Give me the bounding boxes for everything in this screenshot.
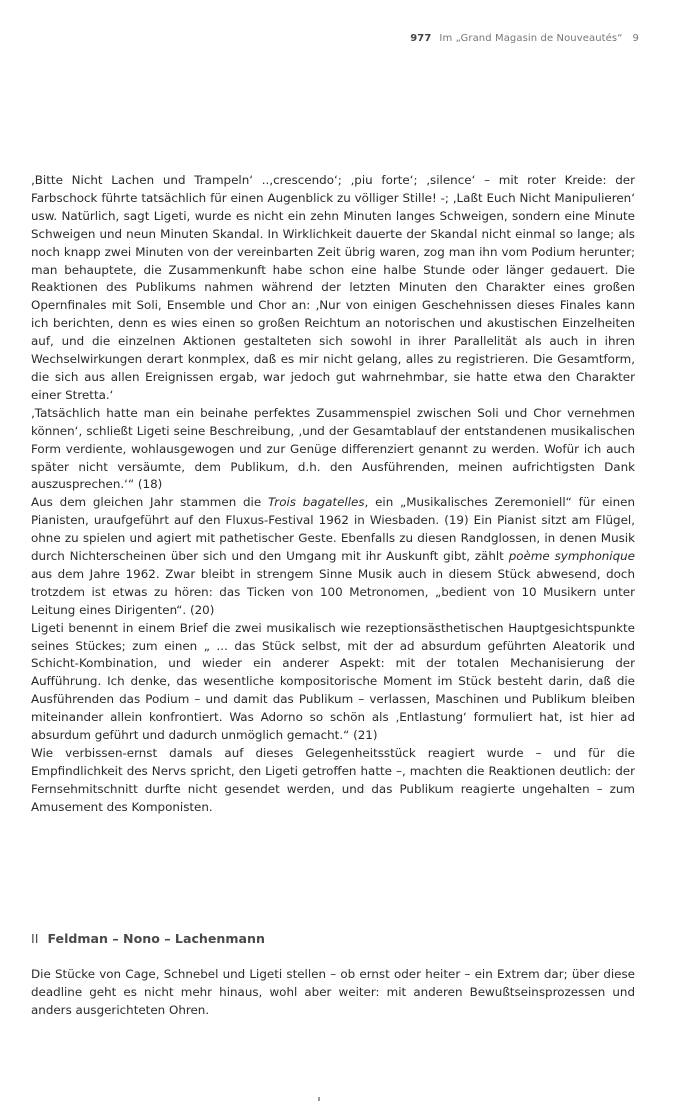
paragraph-deadline: Die Stücke von Cage, Schnebel und Ligeti stellen – ob ernst oder heiter – ein Extrem dar; über diese deadline geht es nicht mehr hinaus, wohl aber weiter: mit anderen Bewußtseinsprozessen und anders ausgerichteten Ohren. <box>31 967 635 1017</box>
paragraph-text: , ein „Musikalisches Zeremoniell“ für einen Pianisten, uraufgeführt auf den Fluxus-Festival 1962 in Wiesbaden. (19) Ein Pianist sitzt am Flügel, ohne zu spielen und agiert mit pathetischer Geste. Ebenfalls zu diesen Randglossen, in denen Musik durch Nichterscheinen über sich und den Umgang mit ihr Auskunft gibt, zählt <box>31 495 635 564</box>
chapter-number: 9 <box>632 33 639 44</box>
paragraph-quote-stretta: ‚Bitte Nicht Lachen und Trampeln‘ ..‚crescendo‘; ‚piu forte‘; ‚silence‘ – mit roter Kreide: der Farbschock führte tatsächlich für einen Augenblick zu völliger Stille! -; ‚Laßt Euch Nicht Manipulieren‘ usw. Natürlich, sagt Ligeti, wurde es nicht ein zehn Minuten langes Schweigen, sondern eine Minute Schweigen und neun Minuten Skandal. In Wirklichkeit dauerte der Skandal nicht einmal so lange; als noch knapp zwei Minuten von der vereinbarten Zeit übrig waren, zog man ihn vom Podium herunter; man behauptete, die Zusammenkunft habe schon eine halbe Stunde oder länger gedauert. Die Reaktionen des Publikums nahmen während der letzten Minuten den Charakter eines großen Opernfinales mit Soli, Ensemble und Chor an: ‚Nur von einigen Geschehnissen dieses Finales kann ich berichten, denn es wies einen so großen Reichtum an notorischen und akustischen Einzelheiten auf, und die einzelnen Aktionen gestalteten sich sowohl in ihrer Parallelität als auch in ihren Wechselwirkungen derart konmplex, daß es mir nicht gelang, alles zu registrieren. Die Gesamtform, die sich aus allen Ereignissen ergab, war jedoch gut wahrnehmbar, sie hatte etwa den Charakter einer Stretta.‘ <box>31 173 635 402</box>
body-text-top <box>31 172 635 817</box>
section-heading <box>31 931 265 946</box>
running-head-title: Im „Grand Magasin de Nouveautés“ <box>439 33 623 44</box>
running-head <box>410 33 639 44</box>
section-title: Feldman – Nono – Lachenmann <box>47 931 265 946</box>
page-number: 977 <box>410 33 432 44</box>
paragraph-text: aus dem Jahre 1962. Zwar bleibt in strengem Sinne Musik auch in diesem Stück abwesend, doch trotzdem ist etwas zu hören: das Ticken von 100 Metronomen, „bedient von 10 Musikern unter Leitung eines Dirigenten“. (20) <box>31 566 635 617</box>
paragraph-letter: Ligeti benennt in einem Brief die zwei musikalisch wie rezeptionsästhetischen Hauptgesichtspunkte seines Stückes; zum einen „ ... das Stück selbst, mit der ad absurdum geführten Aleatorik und Schicht-Kombination, und wieder ein anderer Aspekt: mit der totalen Mechanisierung der Aufführung. Ich denke, das wesentliche kompositorische Moment im Stück besteht darin, daß die Ausführenden das Podium – und damit das Publikum – verlassen, Maschinen und Publikum bleiben miteinander allein konfrontiert. Was Adorno so schön als ‚Entlastung‘ formuliert hat, ist hier ad absurdum geführt und dadurch unmöglich gemacht.“ (21) <box>31 620 635 743</box>
paragraph-text: Aus dem gleichen Jahr stammen die <box>31 495 268 510</box>
paragraph-quote-thanks: ‚Tatsächlich hatte man ein beinahe perfektes Zusammenspiel zwischen Soli und Chor vernehmen können‘, schließt Ligeti seine Beschreibung, ‚und der Gesamtablauf der entstandenen musikalischen Form verdiente, wohlausgewogen und zur Genüge differenziert genannt zu werden. Wofür ich auch später nicht versäumte, dem Publikum, d.h. den Ausführenden, meinen aufrichtigsten Dank auszusprechen.‘“ (18) <box>31 405 635 492</box>
work-title-trois-bagatelles: Trois bagatelles <box>267 495 365 510</box>
paragraph-bagatelles <box>31 494 635 619</box>
body-text-bottom <box>31 966 635 1020</box>
footer-mark <box>318 1097 320 1101</box>
paragraph-reaction: Wie verbissen-ernst damals auf dieses Gelegenheitsstück reagiert wurde – und für die Empfindlichkeit des Nervs spricht, den Ligeti getroffen hatte –, machten die Reaktionen deutlich: der Fernsehmitschnitt durfte nicht gesendet werden, und das Publikum reagierte ungehalten – zum Amusement des Komponisten. <box>31 746 635 814</box>
work-title-poeme-symphonique: poème symphonique <box>508 549 635 564</box>
section-number: II <box>31 931 39 946</box>
